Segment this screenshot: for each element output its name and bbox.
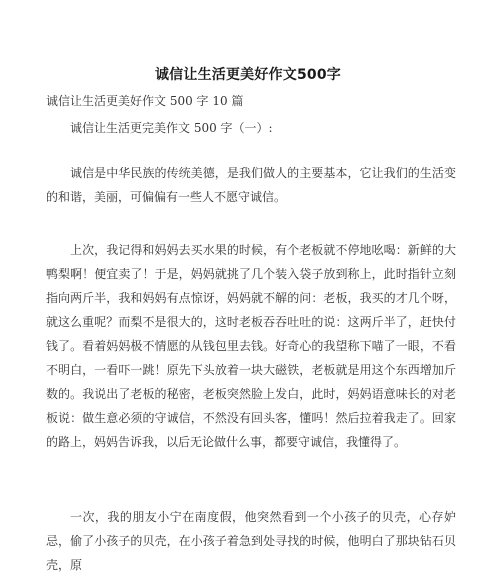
- document-subtitle: 诚信让生活更美好作文 500 字 10 篇: [46, 94, 244, 108]
- paragraph-1: 诚信是中华民族的传统美德，是我们做人的主要基本，它让我们的生活变的和谐，美丽，可偏偏有一些人不愿守诚信。: [46, 166, 456, 204]
- paragraph-3: 一次，我的朋友小宁在南度假，他突然看到一个小孩子的贝壳，心存妒忌，偷了小孩子的贝壳，在小孩子着急到处寻找的时候，他明白了那块钻石贝壳，原: [46, 510, 456, 572]
- section-heading: 诚信让生活更完美作文 500 字（一）:: [70, 121, 273, 135]
- page-title: 诚信让生活更美好作文500字: [154, 67, 342, 83]
- paragraph-2: 上次，我记得和妈妈去买水果的时候，有个老板就不停地吆喝：新鲜的大鸭梨啊！便宜卖了！于是，妈妈就挑了几个装入袋子放到称上，此时指针立刻指向两斤半，我和妈妈有点惊讶，妈妈就不解的问：老板，我买的才几个呀，就这么重呢？而梨不是很大的，这时老板吞吞吐吐的说：这两斤半了，赶快付钱了。看着妈妈极不情愿的从钱包里去钱。好奇心的我望称下喵了一眼，不看不明白，一看吓一跳！原先下头放着一块大磁铁，老板就是用这个东西增加斤数的。我说出了老板的秘密，老板突然脸上发白，此时，妈妈语意味长的对老板说：做生意必须的守诚信，不然没有回头客，懂吗！然后拉着我走了。回家的路上，妈妈告诉我，以后无论做什么事，都要守诚信，我懂得了。: [46, 243, 456, 449]
